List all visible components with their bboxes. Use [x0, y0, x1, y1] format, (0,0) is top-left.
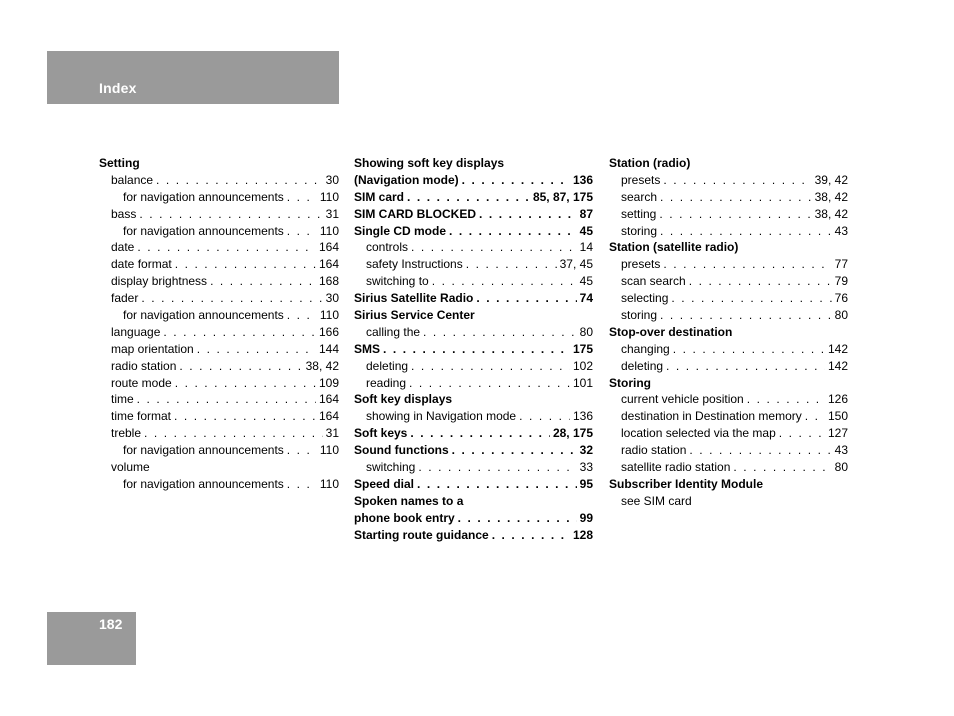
index-entry-pages: 175	[572, 341, 593, 356]
index-entry	[99, 425, 339, 442]
index-entry-label: phone book entry	[354, 510, 455, 525]
index-entry	[99, 256, 339, 273]
index-entry	[354, 391, 593, 408]
index-entry-pages: 76	[834, 291, 848, 306]
leader-dots	[423, 324, 577, 341]
leader-dots	[409, 375, 570, 392]
leader-dots	[287, 189, 317, 206]
index-entry	[609, 476, 848, 493]
index-entry-pages: 32	[579, 443, 593, 458]
index-entry-label: Single CD mode	[354, 223, 447, 238]
index-entry	[609, 273, 848, 290]
index-column-3	[609, 155, 848, 510]
leader-dots	[660, 307, 832, 324]
index-entry-label: Station (radio)	[609, 156, 691, 170]
index-entry-pages: 128	[572, 527, 593, 542]
index-entry	[354, 358, 593, 375]
index-entry-pages: 30	[325, 172, 339, 187]
index-entry	[609, 493, 848, 510]
index-entry-pages: 110	[319, 223, 339, 238]
leader-dots	[175, 256, 316, 273]
index-entry-label: presets	[621, 172, 661, 187]
index-entry	[354, 476, 593, 493]
index-entry-pages: 14	[579, 240, 593, 255]
index-entry	[354, 493, 593, 510]
leader-dots	[144, 425, 323, 442]
leader-dots	[141, 290, 322, 307]
page-number: 182	[99, 616, 123, 632]
index-entry	[354, 290, 593, 307]
index-entry-pages: 110	[319, 189, 339, 204]
index-entry-label: reading	[366, 375, 407, 390]
index-entry-pages: 80	[834, 460, 848, 475]
index-entry-pages: 38, 42	[814, 189, 848, 204]
index-entry	[609, 290, 848, 307]
page-number-tab	[47, 612, 136, 665]
index-entry-label: Stop-over destination	[609, 324, 733, 339]
index-entry	[354, 155, 593, 172]
leader-dots	[411, 358, 570, 375]
leader-dots	[452, 442, 577, 459]
index-entry-pages: 43	[834, 223, 848, 238]
index-entry-label: Storing	[609, 375, 651, 390]
leader-dots	[287, 223, 317, 240]
index-entry-label: Soft key displays	[354, 392, 453, 407]
index-entry-label: treble	[111, 426, 142, 441]
index-entry	[354, 341, 593, 358]
leader-dots	[410, 425, 550, 442]
leader-dots	[733, 459, 831, 476]
index-entry-pages: 31	[325, 426, 339, 441]
index-entry-pages: 164	[318, 409, 339, 424]
index-entry-label: SIM card	[354, 189, 405, 204]
index-entry-pages: 85, 87, 175	[532, 189, 593, 204]
index-entry-label: fader	[111, 291, 139, 306]
index-entry-label: deleting	[621, 358, 664, 373]
index-entry-label: storing	[621, 308, 658, 323]
leader-dots	[139, 206, 322, 223]
leader-dots	[666, 358, 825, 375]
index-entry-label: for navigation announcements	[123, 308, 284, 323]
index-entry-label: (Navigation mode)	[354, 172, 459, 187]
leader-dots	[805, 408, 825, 425]
index-entry-pages: 164	[318, 257, 339, 272]
index-entry-label: for navigation announcements	[123, 223, 284, 238]
leader-dots	[747, 391, 825, 408]
index-entry-label: date	[111, 240, 135, 255]
index-entry	[609, 206, 848, 223]
index-entry-pages: 110	[319, 443, 339, 458]
index-entry-label: changing	[621, 341, 670, 356]
index-entry-label: search	[621, 189, 658, 204]
index-entry-label: Sirius Satellite Radio	[354, 291, 474, 306]
index-entry	[99, 408, 339, 425]
index-entry-label: switching to	[366, 274, 429, 289]
index-entry	[609, 172, 848, 189]
index-entry-pages: 33	[579, 460, 593, 475]
index-entry	[99, 324, 339, 341]
index-entry	[99, 189, 339, 206]
index-entry	[354, 307, 593, 324]
index-entry-label: date format	[111, 257, 172, 272]
index-entry	[354, 223, 593, 240]
index-entry	[609, 189, 848, 206]
index-entry	[609, 324, 848, 341]
index-entry-label: selecting	[621, 291, 669, 306]
index-entry	[609, 425, 848, 442]
index-entry	[99, 239, 339, 256]
index-entry	[609, 459, 848, 476]
index-entry-label: scan search	[621, 274, 686, 289]
index-entry-label: satellite radio station	[621, 460, 731, 475]
index-entry-pages: 144	[318, 341, 339, 356]
index-entry-label: for navigation announcements	[123, 189, 284, 204]
index-entry-label: Sound functions	[354, 443, 449, 458]
index-entry-label: Spoken names to a	[354, 493, 464, 508]
index-entry	[99, 476, 339, 493]
index-entry-pages: 39, 42	[814, 172, 848, 187]
index-entry-pages: 127	[827, 426, 848, 441]
leader-dots	[175, 375, 316, 392]
index-entry-label: route mode	[111, 375, 172, 390]
leader-dots	[407, 189, 530, 206]
index-entry-label: Speed dial	[354, 476, 415, 491]
leader-dots	[479, 206, 577, 223]
leader-dots	[466, 256, 557, 273]
leader-dots	[462, 172, 570, 189]
index-entry-pages: 164	[318, 392, 339, 407]
index-entry-pages: 150	[827, 409, 848, 424]
leader-dots	[137, 239, 316, 256]
leader-dots	[174, 408, 316, 425]
index-entry	[99, 290, 339, 307]
index-entry-label: showing in Navigation mode	[366, 409, 517, 424]
index-entry-label: radio station	[111, 358, 177, 373]
index-entry-pages: 168	[318, 274, 339, 289]
index-entry	[609, 239, 848, 256]
index-entry	[99, 391, 339, 408]
index-entry-pages: 79	[834, 274, 848, 289]
index-entry-pages: 30	[325, 291, 339, 306]
index-entry-label: SIM CARD BLOCKED	[354, 206, 476, 221]
index-entry-label: current vehicle position	[621, 392, 744, 407]
leader-dots	[179, 358, 302, 375]
leader-dots	[287, 307, 317, 324]
index-entry-pages: 38, 42	[814, 206, 848, 221]
index-entry-pages: 102	[572, 358, 593, 373]
index-entry-pages: 31	[325, 206, 339, 221]
index-entry-label: Starting route guidance	[354, 527, 489, 542]
index-entry-pages: 45	[579, 274, 593, 289]
index-entry-pages: 142	[827, 358, 848, 373]
index-entry	[99, 442, 339, 459]
index-entry-label: switching	[366, 460, 416, 475]
index-entry-label: deleting	[366, 358, 409, 373]
index-entry	[99, 155, 339, 172]
index-entry-label: time format	[111, 409, 172, 424]
leader-dots	[287, 476, 317, 493]
leader-dots	[476, 290, 576, 307]
index-entry-pages: 45	[579, 223, 593, 238]
leader-dots	[458, 510, 577, 527]
index-entry-label: time	[111, 392, 134, 407]
index-entry-label: Sirius Service Center	[354, 308, 475, 323]
index-entry-label: radio station	[621, 443, 687, 458]
index-entry	[99, 358, 339, 375]
index-entry	[609, 408, 848, 425]
index-entry	[354, 239, 593, 256]
leader-dots	[163, 324, 316, 341]
index-entry	[609, 307, 848, 324]
leader-dots	[663, 256, 831, 273]
index-entry	[354, 324, 593, 341]
index-entry	[354, 273, 593, 290]
index-entry-pages: 95	[579, 476, 593, 491]
leader-dots	[689, 273, 832, 290]
index-entry-label: Subscriber Identity Module	[609, 476, 764, 491]
index-entry	[609, 155, 848, 172]
leader-dots	[689, 442, 831, 459]
index-entry	[99, 375, 339, 392]
leader-dots	[492, 527, 570, 544]
leader-dots	[671, 290, 831, 307]
index-entry-label: map orientation	[111, 341, 194, 356]
index-entry-pages: 28, 175	[552, 426, 593, 441]
index-entry	[354, 172, 593, 189]
index-entry	[99, 206, 339, 223]
index-entry-label: language	[111, 324, 161, 339]
index-entry	[99, 307, 339, 324]
leader-dots	[779, 425, 825, 442]
leader-dots	[137, 391, 316, 408]
index-entry-pages: 166	[318, 324, 339, 339]
index-entry-pages: 110	[319, 476, 339, 491]
index-entry-pages: 101	[572, 375, 593, 390]
index-entry	[354, 206, 593, 223]
index-entry	[609, 391, 848, 408]
index-entry-label: balance	[111, 172, 154, 187]
index-entry	[354, 459, 593, 476]
index-entry-label: for navigation announcements	[123, 443, 284, 458]
index-entry-label: controls	[366, 240, 409, 255]
index-entry	[354, 425, 593, 442]
index-column-1	[99, 155, 339, 493]
leader-dots	[417, 476, 577, 493]
leader-dots	[156, 172, 323, 189]
header-tab	[47, 51, 339, 104]
index-entry-label: setting	[621, 206, 657, 221]
index-entry	[609, 375, 848, 392]
leader-dots	[197, 341, 316, 358]
index-entry	[609, 256, 848, 273]
leader-dots	[383, 341, 570, 358]
index-entry	[99, 273, 339, 290]
index-entry	[99, 459, 339, 476]
index-entry-label: safety Instructions	[366, 257, 463, 272]
index-entry	[609, 223, 848, 240]
page-title: Index	[99, 80, 137, 96]
index-entry-label: SMS	[354, 341, 381, 356]
leader-dots	[660, 189, 812, 206]
leader-dots	[519, 408, 570, 425]
index-entry	[354, 527, 593, 544]
index-entry-pages: 126	[827, 392, 848, 407]
leader-dots	[660, 223, 832, 240]
index-entry-pages: 109	[318, 375, 339, 390]
index-entry	[354, 408, 593, 425]
index-entry	[609, 358, 848, 375]
leader-dots	[663, 172, 811, 189]
index-entry-label: presets	[621, 257, 661, 272]
index-entry-pages: 80	[834, 308, 848, 323]
index-entry-pages: 80	[579, 324, 593, 339]
index-entry-pages: 87	[579, 206, 593, 221]
leader-dots	[210, 273, 316, 290]
index-entry-label: volume	[111, 460, 150, 475]
leader-dots	[449, 223, 577, 240]
index-entry	[609, 442, 848, 459]
index-entry-label: Showing soft key displays	[354, 156, 505, 170]
index-entry	[354, 189, 593, 206]
index-entry-pages: 164	[318, 240, 339, 255]
index-entry	[354, 256, 593, 273]
index-entry-pages: 38, 42	[305, 358, 339, 373]
index-entry-pages: 136	[572, 172, 593, 187]
index-entry-label: see SIM card	[621, 493, 692, 508]
index-entry	[99, 341, 339, 358]
leader-dots	[287, 442, 317, 459]
index-entry-pages: 142	[827, 341, 848, 356]
index-entry-label: Setting	[99, 156, 140, 170]
index-entry-label: calling the	[366, 324, 421, 339]
index-entry-label: for navigation announcements	[123, 476, 284, 491]
index-entry-pages: 77	[834, 257, 848, 272]
index-entry-label: storing	[621, 223, 658, 238]
index-entry-label: destination in Destination memory	[621, 409, 802, 424]
index-entry-label: Soft keys	[354, 426, 408, 441]
index-column-2	[354, 155, 593, 543]
leader-dots	[432, 273, 577, 290]
leader-dots	[411, 239, 577, 256]
index-entry	[354, 510, 593, 527]
index-entry	[354, 375, 593, 392]
index-entry-pages: 74	[579, 291, 593, 306]
index-entry-label: Station (satellite radio)	[609, 240, 739, 255]
index-entry	[609, 341, 848, 358]
leader-dots	[659, 206, 811, 223]
index-entry-pages: 43	[834, 443, 848, 458]
index-entry-pages: 99	[579, 510, 593, 525]
index-entry-pages: 37, 45	[559, 257, 593, 272]
index-entry	[99, 172, 339, 189]
index-entry-label: display brightness	[111, 274, 208, 289]
index-entry	[99, 223, 339, 240]
index-entry-label: location selected via the map	[621, 426, 776, 441]
index-entry-label: bass	[111, 206, 137, 221]
index-entry	[354, 442, 593, 459]
index-entry-pages: 110	[319, 308, 339, 323]
index-entry-pages: 136	[572, 409, 593, 424]
leader-dots	[418, 459, 576, 476]
leader-dots	[673, 341, 825, 358]
